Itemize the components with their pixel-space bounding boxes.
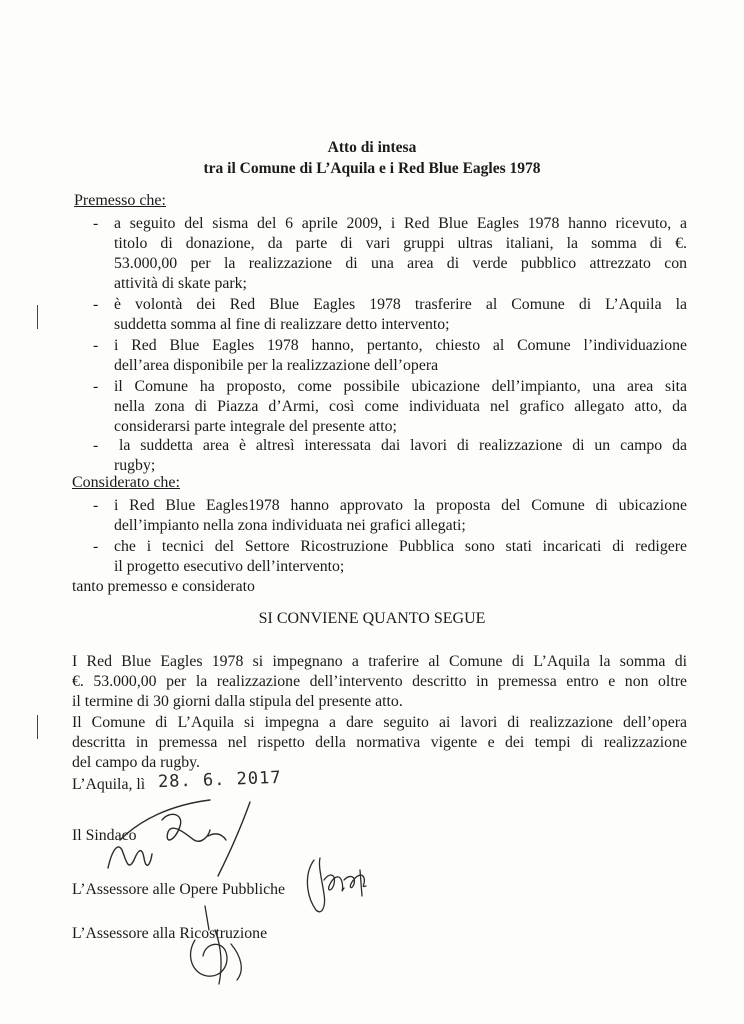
list-item-line: dell’impianto nella zona individuata nei grafici allegati; — [114, 517, 466, 534]
document-title: Atto di intesa — [327, 139, 417, 156]
place-date-label: L’Aquila, lì — [72, 776, 146, 793]
list-item-line: nella zona di Piazza d’Armi, così come individuata nel grafico allegato atto, da — [114, 398, 687, 415]
premesso-heading: Premesso che: — [74, 192, 166, 209]
reconstruction-signature — [175, 900, 265, 990]
document-subtitle: tra il Comune di L’Aquila e i Red Blue Eagles 1978 — [203, 160, 541, 177]
mayor-signature — [100, 780, 300, 890]
list-dash: - — [93, 215, 99, 232]
list-item-line: i Red Blue Eagles 1978 hanno, pertanto, chiesto al Comune l’individuazione — [114, 337, 687, 354]
considerato-heading: Considerato che: — [72, 474, 180, 491]
signatory-reconstruction: L’Assessore alla Ricostruzione — [72, 925, 268, 942]
list-item-line: rugby; — [114, 457, 156, 474]
list-dash: - — [93, 437, 99, 454]
scan-margin-mark — [37, 715, 38, 739]
list-item-line: dell’area disponibile per la realizzazione dell’opera — [114, 357, 439, 374]
handwritten-date: 28. 6. 2017 — [157, 767, 282, 793]
body-line: del campo da rugby. — [72, 754, 200, 771]
list-dash: - — [93, 497, 99, 514]
public-works-signature — [300, 850, 380, 920]
list-item-line: i Red Blue Eagles1978 hanno approvato la proposta del Comune di ubicazione — [114, 497, 687, 514]
body-line: descritta in premessa nel rispetto della normativa vigente e dei tempi di realizzazione — [72, 734, 687, 751]
body-line: il termine di 30 giorni dalla stipula del presente atto. — [72, 693, 403, 710]
conviene-heading: SI CONVIENE QUANTO SEGUE — [258, 610, 486, 627]
list-item-line: a seguito del sisma del 6 aprile 2009, i Red Blue Eagles 1978 hanno ricevuto, a — [114, 215, 687, 232]
list-item-line: suddetta somma al fine di realizzare detto intervento; — [114, 316, 450, 333]
tanto-premesso-text: tanto premesso e considerato — [72, 578, 255, 595]
list-item-line: 53.000,00 per la realizzazione di una area di verde pubblico attrezzato con — [114, 255, 687, 272]
list-item-line: la suddetta area è altresì interessata dai lavori di realizzazione di un campo da — [119, 437, 687, 454]
list-item-line: che i tecnici del Settore Ricostruzione Pubblica sono stati incaricati di redigere — [114, 538, 687, 555]
signatory-mayor: Il Sindaco — [72, 827, 137, 844]
list-item-line: è volontà dei Red Blue Eagles 1978 trasferire al Comune di L’Aquila la — [114, 296, 687, 313]
list-item-line: il progetto esecutivo dell’intervento; — [114, 558, 345, 575]
list-dash: - — [93, 538, 99, 555]
list-item-line: attività di skate park; — [114, 275, 247, 292]
signatory-public-works: L’Assessore alle Opere Pubbliche — [72, 881, 286, 898]
list-dash: - — [93, 337, 99, 354]
list-item-line: titolo di donazione, da parte di vari gruppi ultras italiani, la somma di €. — [114, 235, 687, 252]
body-line: I Red Blue Eagles 1978 si impegnano a traferire al Comune di L’Aquila la somma di — [72, 653, 687, 670]
list-dash: - — [93, 296, 99, 313]
list-dash: - — [93, 378, 99, 395]
list-item-line: considerarsi parte integrale del presente atto; — [114, 418, 397, 435]
scan-margin-mark — [37, 305, 38, 329]
list-item-line: il Comune ha proposto, come possibile ubicazione dell’impianto, una area sita — [114, 378, 687, 395]
body-line: Il Comune di L’Aquila si impegna a dare seguito ai lavori di realizzazione dell’opera — [72, 714, 687, 731]
body-line: €. 53.000,00 per la realizzazione dell’intervento descritto in premessa entro e non oltre — [72, 673, 687, 690]
